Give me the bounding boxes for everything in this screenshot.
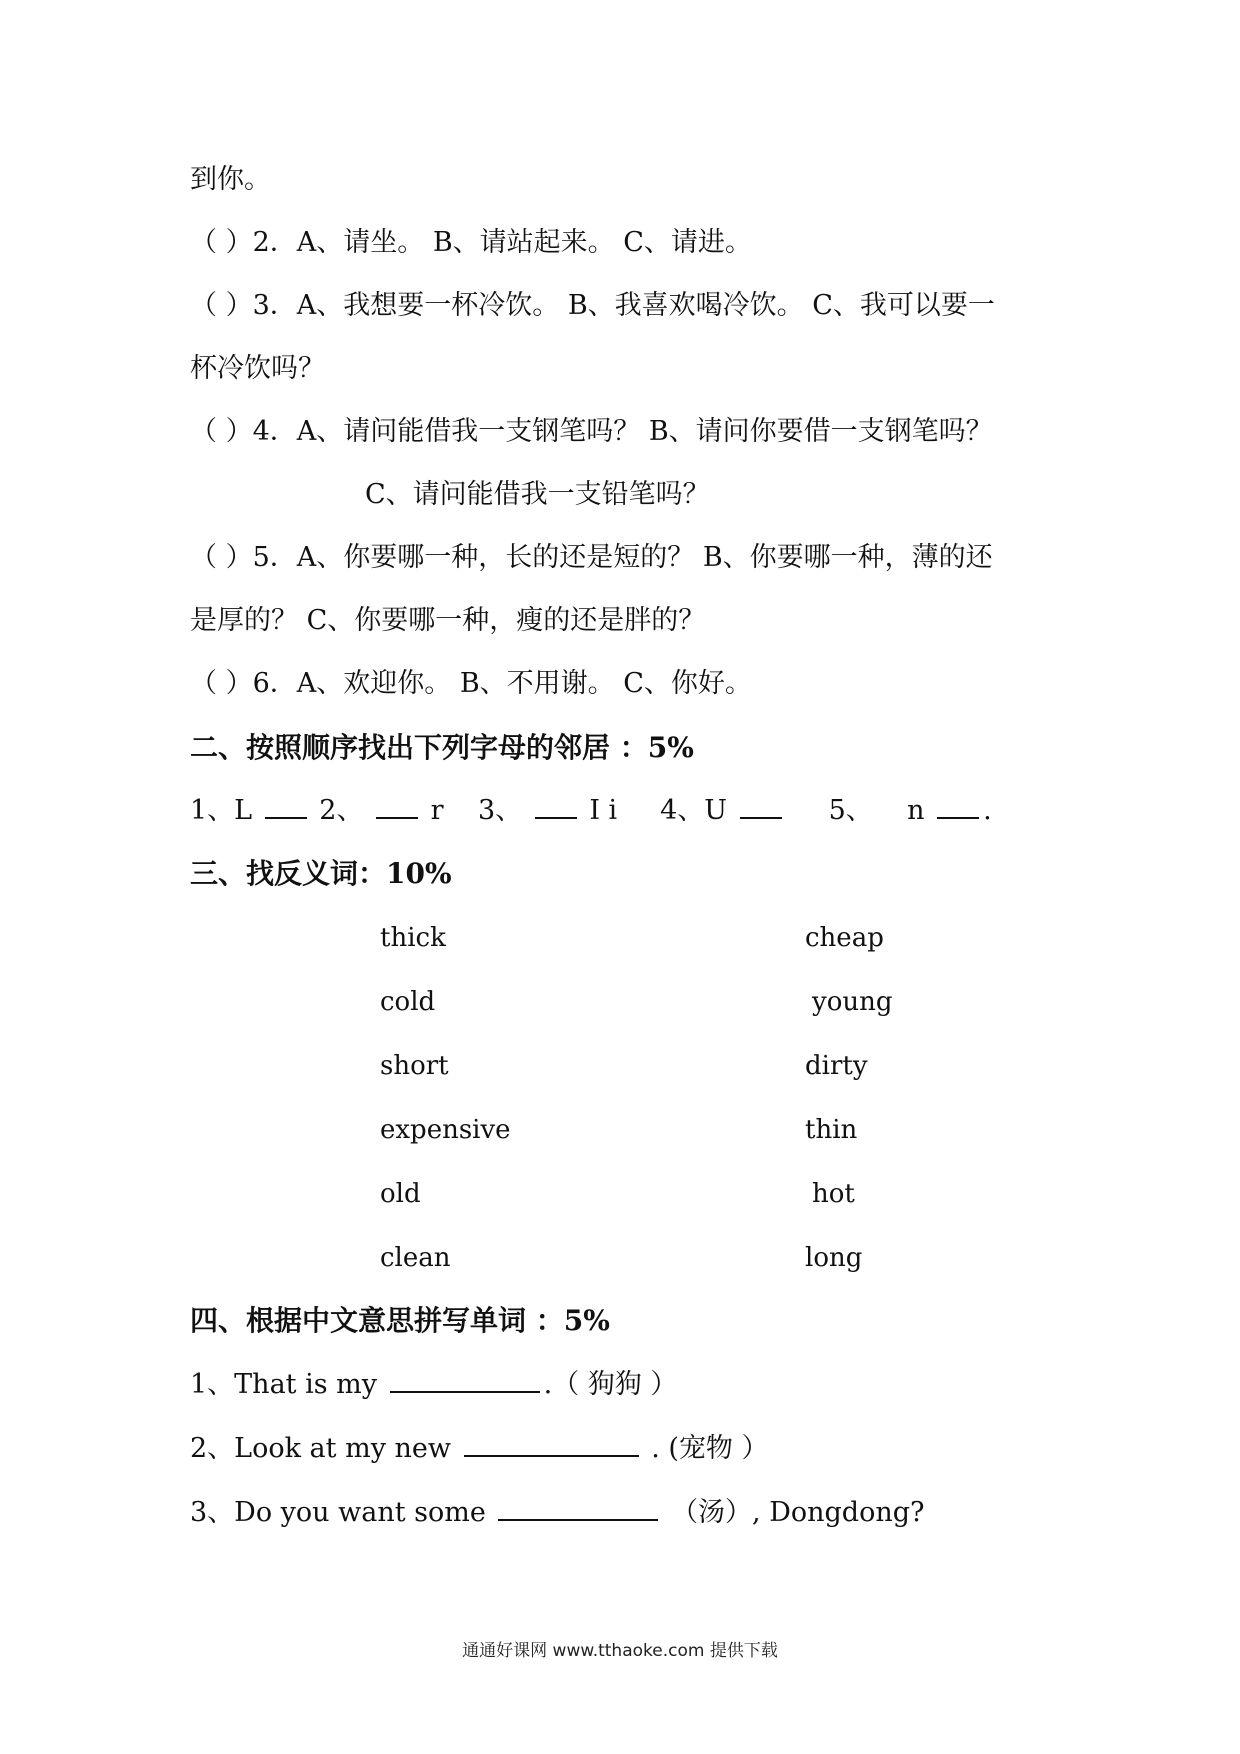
letter-item-1: 1、L <box>190 795 253 826</box>
spelling-answer-blank[interactable] <box>464 1431 639 1457</box>
spelling-question-2 <box>190 1431 1070 1467</box>
antonym-left-1: thick <box>380 923 446 953</box>
answer-blank[interactable] <box>937 793 979 819</box>
spelling-question-3 <box>190 1495 1070 1531</box>
spelling-q1-prefix: 1、That is my <box>190 1369 378 1400</box>
spelling-q2-prefix: 2、Look at my new <box>190 1433 452 1464</box>
letter-item-5: 5、 <box>828 795 873 826</box>
spelling-answer-blank[interactable] <box>390 1367 540 1393</box>
section-4-heading: 四、根据中文意思拼写单词 ：5% <box>190 1304 610 1337</box>
question-6: （ ）6．A、欢迎你。 B、不用谢。 C、你好。 <box>190 668 752 699</box>
antonym-right-3: dirty <box>805 1051 868 1081</box>
answer-blank[interactable] <box>535 793 577 819</box>
letter-item-4: 4、U <box>660 795 728 826</box>
letter-item-2: 2、 <box>319 795 364 826</box>
spelling-q3-prefix: 3、Do you want some <box>190 1497 486 1528</box>
answer-blank[interactable] <box>376 793 418 819</box>
spelling-question-1 <box>190 1367 1070 1403</box>
antonym-right-5: hot <box>812 1179 855 1209</box>
antonym-right-4: thin <box>805 1115 858 1145</box>
letter-item-3-letters: I i <box>589 795 618 826</box>
spelling-q1-suffix: .（ 狗狗 ） <box>543 1369 678 1400</box>
letter-row-period: . <box>983 795 992 826</box>
antonym-left-3: short <box>380 1051 449 1081</box>
question-2: （ ）2．A、请坐。 B、请站起来。 C、请进。 <box>190 227 752 258</box>
section-2-heading: 二、按照顺序找出下列字母的邻居 ：5% <box>190 731 694 764</box>
letter-item-3: 3、 <box>477 795 523 826</box>
antonym-left-4: expensive <box>380 1115 511 1145</box>
question-4-line1: （ ）4．A、请问能借我一支钢笔吗？ B、请问你要借一支钢笔吗？ <box>190 416 993 447</box>
question-3-line2: 杯冷饮吗？ <box>190 353 325 384</box>
antonym-right-2: young <box>812 987 893 1017</box>
section-3-heading: 三、找反义词：10% <box>190 857 452 890</box>
question-3-line1: （ ）3．A、我想要一杯冷饮。 B、我喜欢喝冷饮。 C、我可以要一 <box>190 290 995 321</box>
letter-item-2-letter: r <box>430 795 444 826</box>
question-4-line2: C、请问能借我一支铅笔吗？ <box>365 479 710 510</box>
antonym-right-1: cheap <box>805 923 884 953</box>
question-5-line2: 是厚的？ C、你要哪一种，瘦的还是胖的？ <box>190 605 706 636</box>
letter-item-5-letter: n <box>907 795 925 826</box>
page-footer: 通通好课网 www.tthaoke.com 提供下载 <box>462 1641 778 1661</box>
answer-blank[interactable] <box>740 793 782 819</box>
antonym-left-5: old <box>380 1179 421 1209</box>
question-5-line1: （ ）5．A、你要哪一种，长的还是短的？ B、你要哪一种，薄的还 <box>190 542 993 573</box>
question-1-continuation: 到你。 <box>190 164 271 195</box>
spelling-q2-suffix: . (宠物 ） <box>651 1433 769 1464</box>
letter-neighbors-row <box>190 793 1070 829</box>
antonym-left-2: cold <box>380 987 436 1017</box>
spelling-answer-blank[interactable] <box>498 1495 658 1521</box>
antonym-right-6: long <box>805 1243 863 1273</box>
answer-blank[interactable] <box>265 793 307 819</box>
antonym-left-6: clean <box>380 1243 451 1273</box>
spelling-q3-suffix: （汤）, Dongdong? <box>671 1497 925 1528</box>
